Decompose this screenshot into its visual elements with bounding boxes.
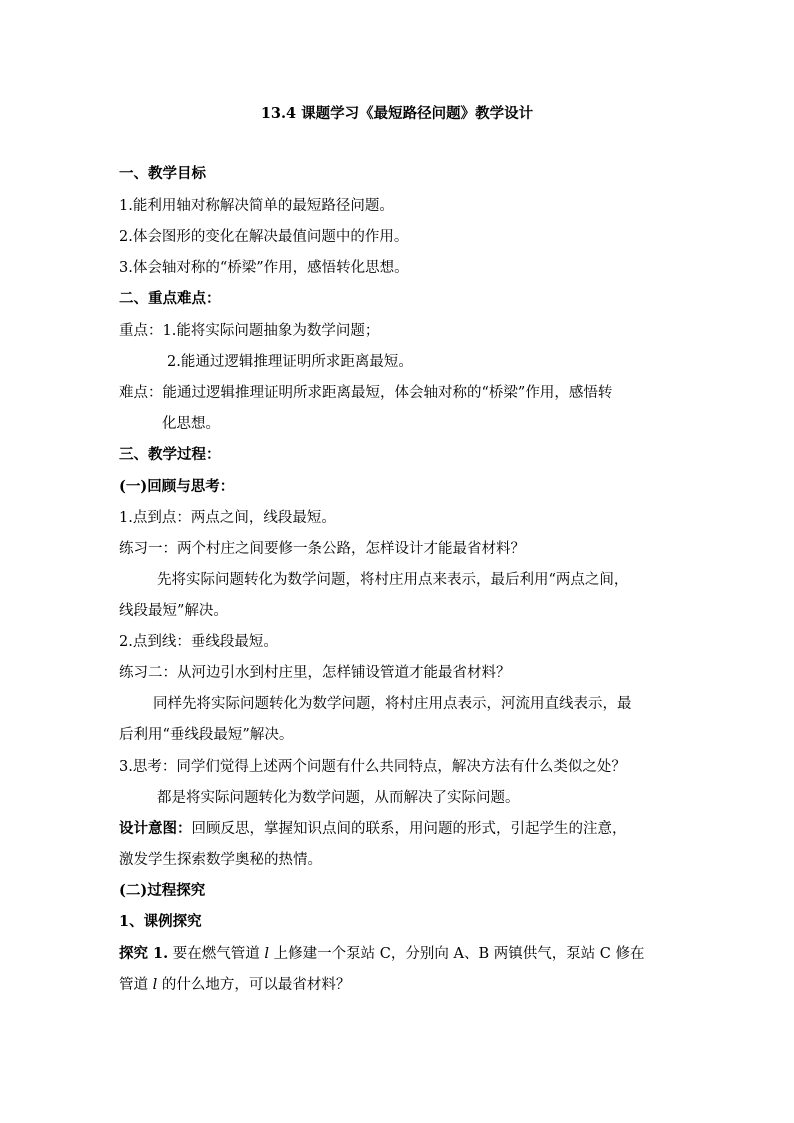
- subsection-heading-review: (一)回顾与思考：: [119, 478, 235, 495]
- review-point-to-line: 2.点到线：垂线段最短。: [119, 634, 278, 650]
- exploration-1-text-d: 的什么地方，可以最省材料？: [157, 977, 351, 993]
- design-intent-line-1: [119, 818, 679, 840]
- difficulty-line-1: 难点：能通过逻辑推理证明所求距离最短，体会轴对称的“桥梁”作用，感悟转: [119, 385, 613, 401]
- objective-item-1: 1.能利用轴对称解决简单的最短路径问题。: [119, 198, 394, 214]
- exercise-2-answer-line-1: 同样先将实际问题转化为数学问题，将村庄用点表示，河流用直线表示，最: [153, 696, 632, 712]
- design-intent-line-2: 激发学生探索数学奥秘的热情。: [119, 852, 322, 868]
- exercise-2: 练习二：从河边引水到村庄里，怎样铺设管道才能最省材料？: [119, 665, 511, 681]
- key-point-1: 重点：1.能将实际问题抽象为数学问题；: [119, 323, 380, 339]
- case-study-heading: 1、课例探究: [119, 913, 202, 930]
- think-answer: 都是将实际问题转化为数学问题，从而解决了实际问题。: [157, 790, 520, 806]
- design-intent-text: 回顾反思，掌握知识点间的联系，用问题的形式，引起学生的注意，: [191, 821, 627, 837]
- pipeline-variable-2: l: [152, 977, 158, 993]
- document-title: 13.4 课题学习《最短路径问题》教学设计: [260, 105, 534, 122]
- exercise-1-answer-line-2: 线段最短”解决。: [119, 603, 228, 619]
- objective-item-2: 2.体会图形的变化在解决最值问题中的作用。: [119, 229, 409, 245]
- exercise-1-answer-line-1: 先将实际问题转化为数学问题，将村庄用点来表示，最后利用“两点之间，: [157, 572, 629, 588]
- review-point-to-point: 1.点到点：两点之间，线段最短。: [119, 510, 336, 526]
- think-question: 3.思考：同学们觉得上述两个问题有什么共同特点，解决方法有什么类似之处？: [119, 759, 626, 775]
- exploration-1-text-c: 管道: [119, 977, 153, 993]
- section-heading-process: 三、教学过程：: [119, 446, 221, 463]
- exercise-2-answer-line-2: 后利用“垂线段最短”解决。: [119, 727, 294, 743]
- objective-item-3: 3.体会轴对称的“桥梁”作用，感悟转化思想。: [119, 260, 409, 276]
- pipeline-variable: l: [264, 946, 270, 962]
- section-heading-objectives: 一、教学目标: [119, 165, 206, 182]
- exploration-1-line-2: [119, 974, 679, 996]
- exploration-1-text-b: 上修建一个泵站 C，分别向 A、B 两镇供气，泵站 C 修在: [269, 946, 645, 962]
- subsection-heading-exploration: (二)过程探究: [119, 882, 206, 899]
- exploration-1-text-a: 要在燃气管道: [168, 946, 265, 962]
- section-heading-key-points: 二、重点难点：: [119, 290, 221, 307]
- difficulty-line-2: 化思想。: [162, 416, 220, 432]
- exercise-1: 练习一：两个村庄之间要修一条公路，怎样设计才能最省材料？: [119, 541, 525, 557]
- design-intent-label: 设计意图：: [119, 820, 192, 837]
- key-point-2: 2.能通过逻辑推理证明所求距离最短。: [167, 354, 413, 370]
- exploration-1-line-1: [119, 943, 679, 965]
- exploration-1-label: 探究 1.: [119, 945, 169, 962]
